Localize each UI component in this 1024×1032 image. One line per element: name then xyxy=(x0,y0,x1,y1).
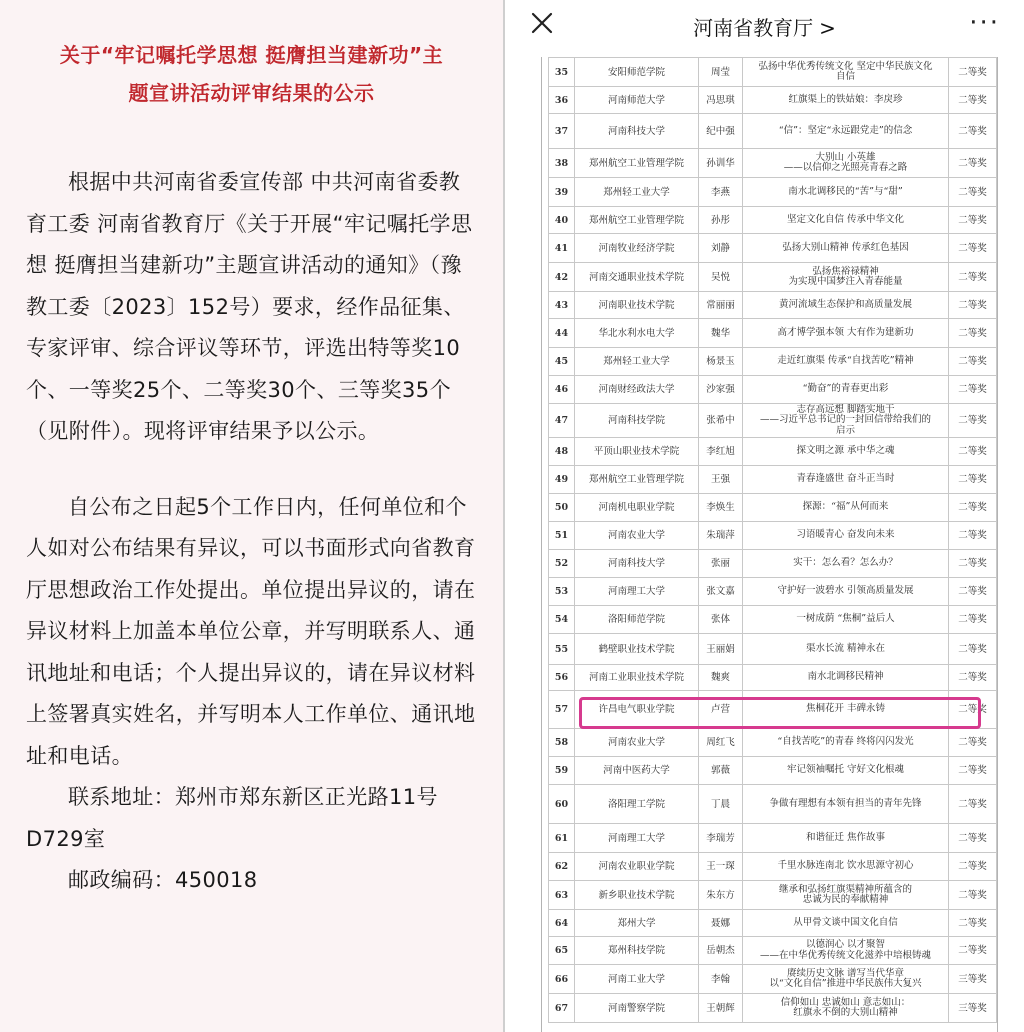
award-cell: 二等奖 xyxy=(949,824,997,853)
presenter-cell: 常丽丽 xyxy=(699,292,743,319)
table-row xyxy=(549,438,997,466)
award-cell: 二等奖 xyxy=(949,550,997,578)
school-cell: 河南理工大学 xyxy=(575,578,699,606)
award-cell: 二等奖 xyxy=(949,114,997,149)
topic-line: 牢记领袖嘱托 守好文化根魂 xyxy=(786,764,905,776)
table-row xyxy=(549,910,997,937)
presenter-cell: 王强 xyxy=(699,466,743,494)
table-row xyxy=(549,994,997,1023)
school-cell: 安阳师范学院 xyxy=(575,58,699,87)
topic-line: 实干：怎么看？怎么办？ xyxy=(793,557,898,569)
presenter-cell: 孙彤 xyxy=(699,207,743,234)
article-title-line1: 关于“牢记嘱托学思想 挺膺担当建新功”主 xyxy=(59,43,444,67)
award-cell: 二等奖 xyxy=(949,376,997,404)
award-cell: 二等奖 xyxy=(949,87,997,114)
row-number: 53 xyxy=(549,578,575,606)
row-number: 59 xyxy=(549,757,575,785)
table-row xyxy=(549,550,997,578)
award-cell: 二等奖 xyxy=(949,757,997,785)
school-cell: 许昌电气职业学院 xyxy=(575,691,699,729)
account-title-link[interactable] xyxy=(505,12,1024,41)
school-cell: 河南农业大学 xyxy=(575,729,699,757)
row-number: 43 xyxy=(549,292,575,319)
topic-line: 守护好一波碧水 引领高质量发展 xyxy=(777,585,914,597)
table-row xyxy=(549,319,997,348)
presenter-cell: 周莹 xyxy=(699,58,743,87)
presenter-cell: 吴悦 xyxy=(699,263,743,292)
topic-line: 南水北调移民精神 xyxy=(807,671,884,683)
presenter-cell: 李翰 xyxy=(699,965,743,994)
row-number: 67 xyxy=(549,994,575,1023)
school-cell: 河南警察学院 xyxy=(575,994,699,1023)
article-title xyxy=(20,36,483,112)
school-cell: 洛阳师范学院 xyxy=(575,606,699,634)
topic-cell xyxy=(743,853,949,881)
award-cell: 二等奖 xyxy=(949,578,997,606)
topic-line: 从甲骨文谈中国文化自信 xyxy=(793,916,898,928)
table-row xyxy=(549,634,997,665)
topic-cell xyxy=(743,665,949,691)
row-number: 63 xyxy=(549,881,575,910)
topic-cell xyxy=(743,881,949,910)
table-row xyxy=(549,207,997,234)
table-row xyxy=(549,729,997,757)
topic-cell xyxy=(743,578,949,606)
topic-line: 习语暖青心 奋发向未来 xyxy=(796,529,895,541)
presenter-cell: 聂娜 xyxy=(699,910,743,937)
school-cell: 洛阳理工学院 xyxy=(575,785,699,824)
article-panel xyxy=(0,0,503,1032)
topic-cell xyxy=(743,348,949,376)
table-row xyxy=(549,757,997,785)
topic-cell xyxy=(743,994,949,1023)
topic-cell xyxy=(743,522,949,550)
school-cell: 鹤壁职业技术学院 xyxy=(575,634,699,665)
table-row xyxy=(549,348,997,376)
row-number: 58 xyxy=(549,729,575,757)
topic-cell xyxy=(743,466,949,494)
award-cell: 二等奖 xyxy=(949,319,997,348)
presenter-cell: 沙家强 xyxy=(699,376,743,404)
presenter-cell: 魏华 xyxy=(699,319,743,348)
chevron-right-icon: > xyxy=(819,16,836,40)
presenter-cell: 冯思琪 xyxy=(699,87,743,114)
table-row xyxy=(549,522,997,550)
topic-line: 渠水长流 精神永在 xyxy=(805,642,886,654)
presenter-cell: 李瑞芳 xyxy=(699,824,743,853)
topic-line: 赓续历史文脉 谱写当代华章 xyxy=(786,967,905,979)
topic-line: 探文明之源 承中华之魂 xyxy=(796,445,895,457)
topic-line: 信仰如山 忠诚如山 意志如山： xyxy=(780,996,911,1008)
row-number: 52 xyxy=(549,550,575,578)
presenter-cell: 丁晨 xyxy=(699,785,743,824)
award-cell: 二等奖 xyxy=(949,404,997,438)
table-row xyxy=(549,853,997,881)
table-row xyxy=(549,881,997,910)
school-cell: 河南科技大学 xyxy=(575,114,699,149)
table-row xyxy=(549,494,997,522)
topic-cell xyxy=(743,438,949,466)
award-cell: 二等奖 xyxy=(949,178,997,207)
topic-line: 探源：“福”从何而来 xyxy=(802,501,889,513)
award-cell: 二等奖 xyxy=(949,149,997,178)
award-cell: 二等奖 xyxy=(949,522,997,550)
article-paragraph-1: 根据中共河南省委宣传部 中共河南省委教育工委 河南省教育厅《关于开展“牢记嘱托学思想 挺膺担当建新功”主题宣讲活动的通知》（豫教工委〔2023〕152号）要求，经作品征集、专家评审、综合评议等环节，评选出特等奖10个、一等奖25个、二等奖30个、三等奖35个（见附件）。现将评审结果予以公示。 xyxy=(26,170,473,443)
table-row xyxy=(549,578,997,606)
school-cell: 河南科技学院 xyxy=(575,404,699,438)
topic-cell xyxy=(743,757,949,785)
school-cell: 河南中医药大学 xyxy=(575,757,699,785)
row-number: 41 xyxy=(549,234,575,263)
topic-line: 以“文化自信”推进中华民族伟大复兴 xyxy=(769,978,922,989)
row-number: 55 xyxy=(549,634,575,665)
school-cell: 郑州航空工业管理学院 xyxy=(575,207,699,234)
article-paragraph-2: 自公布之日起5个工作日内，任何单位和个人如对公布结果有异议，可以书面形式向省教育厅思想政治工作处提出。单位提出异议的，请在异议材料上加盖本单位公章，并写明联系人、通讯地址和电话；个人提出异议的，请在异议材料上签署真实姓名，并写明本人工作单位、通讯地址和电话。 xyxy=(26,494,476,768)
award-cell: 二等奖 xyxy=(949,348,997,376)
school-cell: 平顶山职业技术学院 xyxy=(575,438,699,466)
row-number: 45 xyxy=(549,348,575,376)
more-options-button[interactable]: ··· xyxy=(969,8,1000,38)
presenter-cell: 张希中 xyxy=(699,404,743,438)
award-cell: 二等奖 xyxy=(949,606,997,634)
topic-line: 南水北调移民的“苦”与“甜” xyxy=(788,185,903,197)
presenter-cell: 郭薇 xyxy=(699,757,743,785)
topic-cell xyxy=(743,263,949,292)
topic-cell xyxy=(743,550,949,578)
row-number: 64 xyxy=(549,910,575,937)
table-row xyxy=(549,824,997,853)
topic-line: “信”：坚定“永远跟党走”的信念 xyxy=(778,124,913,136)
topic-cell xyxy=(743,824,949,853)
topic-cell xyxy=(743,292,949,319)
contact-address: 联系地址：郑州市郑东新区正光路11号D729室 xyxy=(26,785,438,851)
school-cell: 河南交通职业技术学院 xyxy=(575,263,699,292)
row-number: 50 xyxy=(549,494,575,522)
topic-cell xyxy=(743,87,949,114)
topic-cell xyxy=(743,729,949,757)
award-cell: 二等奖 xyxy=(949,494,997,522)
table-row xyxy=(549,87,997,114)
topic-cell xyxy=(743,178,949,207)
topic-line: 高才博学强本领 大有作为建新功 xyxy=(777,326,914,338)
topic-line: 走近红旗渠 传承“自找苦吃”精神 xyxy=(777,355,914,367)
results-table xyxy=(548,57,997,1023)
row-number: 48 xyxy=(549,438,575,466)
presenter-cell: 朱瑞萍 xyxy=(699,522,743,550)
topic-line: 自信 xyxy=(835,71,855,82)
presenter-cell: 杨景玉 xyxy=(699,348,743,376)
presenter-cell: 卢营 xyxy=(699,691,743,729)
topic-cell xyxy=(743,634,949,665)
school-cell: 郑州科技学院 xyxy=(575,937,699,965)
topic-cell xyxy=(743,376,949,404)
presenter-cell: 张体 xyxy=(699,606,743,634)
school-cell: 河南师范大学 xyxy=(575,87,699,114)
row-number: 51 xyxy=(549,522,575,550)
topic-cell xyxy=(743,494,949,522)
award-cell: 二等奖 xyxy=(949,937,997,965)
award-cell: 二等奖 xyxy=(949,691,997,729)
topic-line: 红旗永不倒的大别山精神 xyxy=(793,1007,898,1018)
row-number: 40 xyxy=(549,207,575,234)
presenter-cell: 王一琛 xyxy=(699,853,743,881)
topic-cell xyxy=(743,114,949,149)
row-number: 38 xyxy=(549,149,575,178)
award-cell: 二等奖 xyxy=(949,881,997,910)
presenter-cell: 王丽娟 xyxy=(699,634,743,665)
topic-line: 青春逢盛世 奋斗正当时 xyxy=(796,473,895,485)
school-cell: 郑州大学 xyxy=(575,910,699,937)
topic-cell xyxy=(743,58,949,87)
table-row xyxy=(549,58,997,87)
topic-line: 弘扬焦裕禄精神 xyxy=(812,265,879,277)
topic-line: 一树成荫 “焦桐”益后人 xyxy=(796,613,895,625)
topic-cell xyxy=(743,937,949,965)
table-row xyxy=(549,234,997,263)
topic-cell xyxy=(743,149,949,178)
topic-cell xyxy=(743,234,949,263)
school-cell: 河南农业大学 xyxy=(575,522,699,550)
row-number: 61 xyxy=(549,824,575,853)
topic-cell xyxy=(743,404,949,438)
topic-line: ——习近平总书记的一封回信带给我们的 xyxy=(759,414,931,426)
nav-bar xyxy=(505,0,1024,52)
topic-cell xyxy=(743,319,949,348)
row-number: 35 xyxy=(549,58,575,87)
row-number: 65 xyxy=(549,937,575,965)
table-row xyxy=(549,965,997,994)
topic-line: ——在中华优秀传统文化滋养中培根铸魂 xyxy=(759,949,931,961)
topic-line: 黄河流域生态保护和高质量发展 xyxy=(778,298,912,310)
row-number: 66 xyxy=(549,965,575,994)
topic-line: 和谐征迁 焦作故事 xyxy=(805,831,886,843)
school-cell: 河南工业大学 xyxy=(575,965,699,994)
topic-line: 红旗渠上的铁姑娘：李戾珍 xyxy=(788,93,903,105)
school-cell: 河南牧业经济学院 xyxy=(575,234,699,263)
presenter-cell: 岳朝杰 xyxy=(699,937,743,965)
award-cell: 二等奖 xyxy=(949,910,997,937)
topic-line: 继承和弘扬红旗渠精神所蕴含的 xyxy=(778,883,912,895)
row-number: 49 xyxy=(549,466,575,494)
award-cell: 二等奖 xyxy=(949,234,997,263)
topic-line: 千里水脉连南北 饮水思源守初心 xyxy=(777,860,914,872)
school-cell: 华北水利水电大学 xyxy=(575,319,699,348)
presenter-cell: 纪中强 xyxy=(699,114,743,149)
table-row xyxy=(549,937,997,965)
row-number: 56 xyxy=(549,665,575,691)
presenter-cell: 李燕 xyxy=(699,178,743,207)
school-cell: 河南财经政法大学 xyxy=(575,376,699,404)
topic-line: 启示 xyxy=(835,424,855,436)
award-cell: 二等奖 xyxy=(949,292,997,319)
topic-line: “勤奋”的青春更出彩 xyxy=(802,383,889,395)
award-cell: 二等奖 xyxy=(949,729,997,757)
table-row xyxy=(549,466,997,494)
table-row xyxy=(549,665,997,691)
presenter-cell: 张文嘉 xyxy=(699,578,743,606)
presenter-cell: 王朝辉 xyxy=(699,994,743,1023)
school-cell: 郑州航空工业管理学院 xyxy=(575,466,699,494)
topic-line: 以德润心 以才聚智 xyxy=(805,939,886,950)
school-cell: 河南职业技术学院 xyxy=(575,292,699,319)
row-number: 57 xyxy=(549,691,575,729)
row-number: 54 xyxy=(549,606,575,634)
topic-cell xyxy=(743,606,949,634)
row-number: 44 xyxy=(549,319,575,348)
school-cell: 河南农业职业学院 xyxy=(575,853,699,881)
row-number: 60 xyxy=(549,785,575,824)
topic-line: 坚定文化自信 传承中华文化 xyxy=(786,213,905,225)
nav-title-text: 河南省教育厅 xyxy=(693,16,814,40)
award-cell: 三等奖 xyxy=(949,965,997,994)
topic-line: ——以信仰之光照亮青春之路 xyxy=(783,162,908,173)
topic-cell xyxy=(743,207,949,234)
presenter-cell: 朱东方 xyxy=(699,881,743,910)
school-cell: 郑州轻工业大学 xyxy=(575,348,699,376)
school-cell: 河南科技大学 xyxy=(575,550,699,578)
row-number: 39 xyxy=(549,178,575,207)
table-row xyxy=(549,785,997,824)
award-cell: 二等奖 xyxy=(949,58,997,87)
topic-line: 弘扬大别山精神 传承红色基因 xyxy=(782,241,909,253)
award-cell: 二等奖 xyxy=(949,785,997,824)
topic-line: 忠诚为民的奉献精神 xyxy=(802,894,889,905)
table-row xyxy=(549,292,997,319)
row-number: 36 xyxy=(549,87,575,114)
row-number: 42 xyxy=(549,263,575,292)
postal-code: 邮政编码：450018 xyxy=(68,868,258,892)
presenter-cell: 张丽 xyxy=(699,550,743,578)
table-row xyxy=(549,149,997,178)
row-number: 47 xyxy=(549,404,575,438)
table-row xyxy=(549,263,997,292)
row-number: 62 xyxy=(549,853,575,881)
topic-cell xyxy=(743,785,949,824)
award-cell: 二等奖 xyxy=(949,665,997,691)
topic-line: 焦桐花开 丰碑永铸 xyxy=(805,703,886,715)
award-cell: 二等奖 xyxy=(949,438,997,466)
presenter-cell: 周红飞 xyxy=(699,729,743,757)
presenter-cell: 魏爽 xyxy=(699,665,743,691)
article-title-line2: 题宣讲活动评审结果的公示 xyxy=(128,81,375,105)
award-cell: 二等奖 xyxy=(949,634,997,665)
table-row xyxy=(549,178,997,207)
topic-line: 争做有理想有本领有担当的青年先锋 xyxy=(769,797,922,809)
presenter-cell: 刘静 xyxy=(699,234,743,263)
award-cell: 三等奖 xyxy=(949,994,997,1023)
award-cell: 二等奖 xyxy=(949,207,997,234)
table-row xyxy=(549,404,997,438)
award-cell: 二等奖 xyxy=(949,263,997,292)
topic-line: 大别山 小英雄 xyxy=(815,151,876,163)
topic-cell xyxy=(743,910,949,937)
topic-cell xyxy=(743,965,949,994)
award-cell: 二等奖 xyxy=(949,853,997,881)
row-number: 37 xyxy=(549,114,575,149)
table-row xyxy=(549,376,997,404)
school-cell: 河南机电职业学院 xyxy=(575,494,699,522)
presenter-cell: 李红旭 xyxy=(699,438,743,466)
school-cell: 郑州航空工业管理学院 xyxy=(575,149,699,178)
results-table-container[interactable] xyxy=(541,57,998,1032)
table-row xyxy=(549,606,997,634)
school-cell: 河南工业职业技术学院 xyxy=(575,665,699,691)
presenter-cell: 孙训华 xyxy=(699,149,743,178)
topic-line: 为实现中国梦注入青春能量 xyxy=(788,276,903,287)
table-row xyxy=(549,691,997,729)
table-row xyxy=(549,114,997,149)
topic-line: 弘扬中华优秀传统文化 坚定中华民族文化 xyxy=(758,60,933,72)
award-cell: 二等奖 xyxy=(949,466,997,494)
school-cell: 新乡职业技术学院 xyxy=(575,881,699,910)
school-cell: 郑州轻工业大学 xyxy=(575,178,699,207)
school-cell: 河南理工大学 xyxy=(575,824,699,853)
topic-line: 志存高远想 脚踏实地干 xyxy=(796,403,895,415)
row-number: 46 xyxy=(549,376,575,404)
topic-line: “自找苦吃”的青春 终将闪闪发光 xyxy=(777,736,914,748)
topic-cell xyxy=(743,691,949,729)
presenter-cell: 李焕生 xyxy=(699,494,743,522)
